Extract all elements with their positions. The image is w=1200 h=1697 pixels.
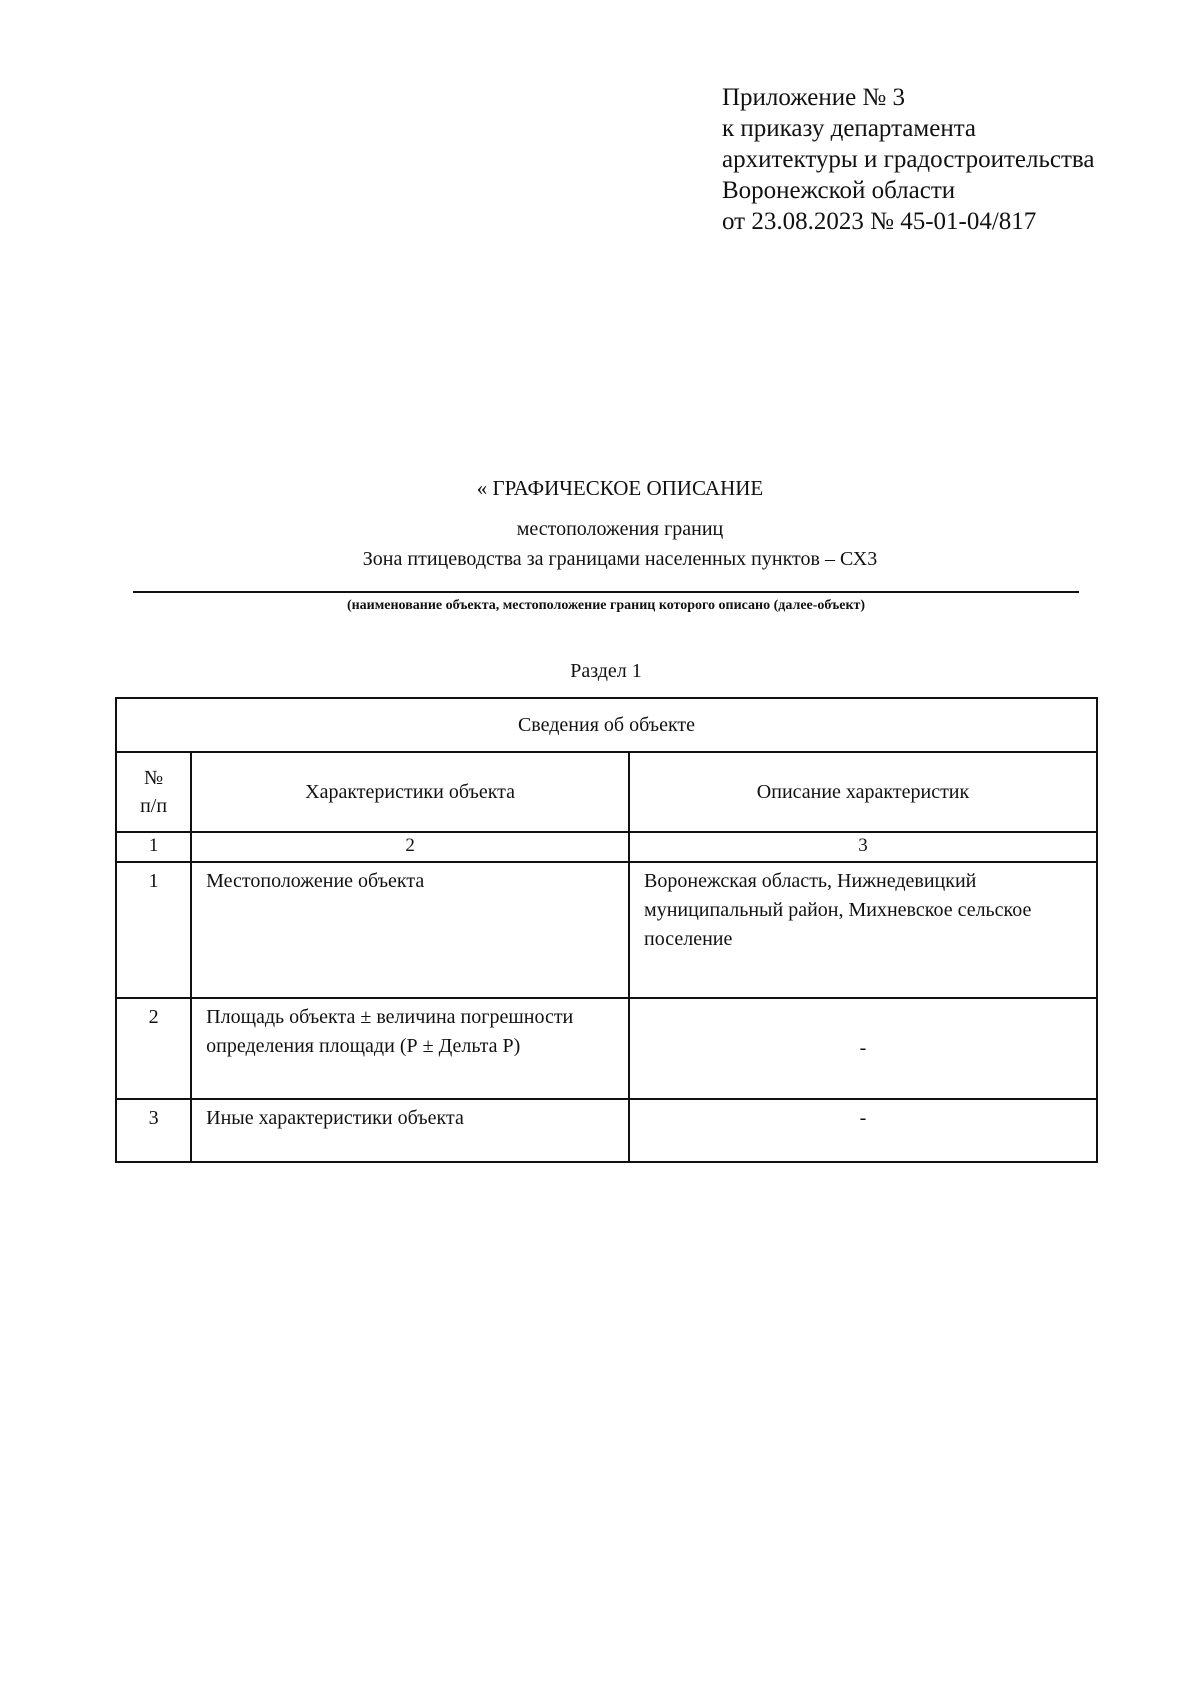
header-characteristic: Характеристики объекта (191, 752, 629, 832)
appendix-line: Приложение № 3 (722, 84, 906, 111)
row-characteristic: Площадь объекта ± величина погрешности определения площади (Р ± Дельта Р) (191, 998, 629, 1099)
row-characteristic: Местоположение объекта (191, 862, 629, 998)
column-number: 1 (116, 832, 191, 862)
row-description: - (629, 1099, 1097, 1162)
row-num: 3 (116, 1099, 191, 1162)
row-characteristic: Иные характеристики объекта (191, 1099, 629, 1162)
column-number: 3 (629, 832, 1097, 862)
table-title: Сведения об объекте (116, 698, 1097, 752)
table-row (116, 862, 1097, 998)
object-name: Зона птицеводства за границами населенных пунктов – СХ3 (362, 548, 878, 570)
column-number: 2 (191, 832, 629, 862)
header-description: Описание характеристик (629, 752, 1097, 832)
appendix-line: к приказу департамента (722, 115, 977, 142)
row-description: Воронежская область, Нижнедевицкий муниципальный район, Михневское сельское поселение (629, 862, 1097, 998)
appendix-block (722, 82, 1094, 237)
row-num: 1 (116, 862, 191, 998)
header-num: № п/п (116, 752, 191, 832)
appendix-line: Воронежской области (722, 177, 956, 204)
document-subtitle: местоположения границ (516, 518, 724, 540)
document-title: « ГРАФИЧЕСКОЕ ОПИСАНИЕ (476, 476, 764, 500)
section-label: Раздел 1 (570, 660, 642, 682)
appendix-line: от 23.08.2023 № 45-01-04/817 (722, 208, 1037, 235)
table-row (116, 998, 1097, 1099)
row-description: - (629, 998, 1097, 1099)
row-num: 2 (116, 998, 191, 1099)
underline-divider (133, 591, 1079, 593)
table-row (116, 1099, 1097, 1162)
object-info-table (115, 697, 1098, 1163)
appendix-line: архитектуры и градостроительства (722, 146, 1095, 173)
object-caption: (наименование объекта, местоположение границ которого описано (далее-объект) (346, 598, 866, 613)
